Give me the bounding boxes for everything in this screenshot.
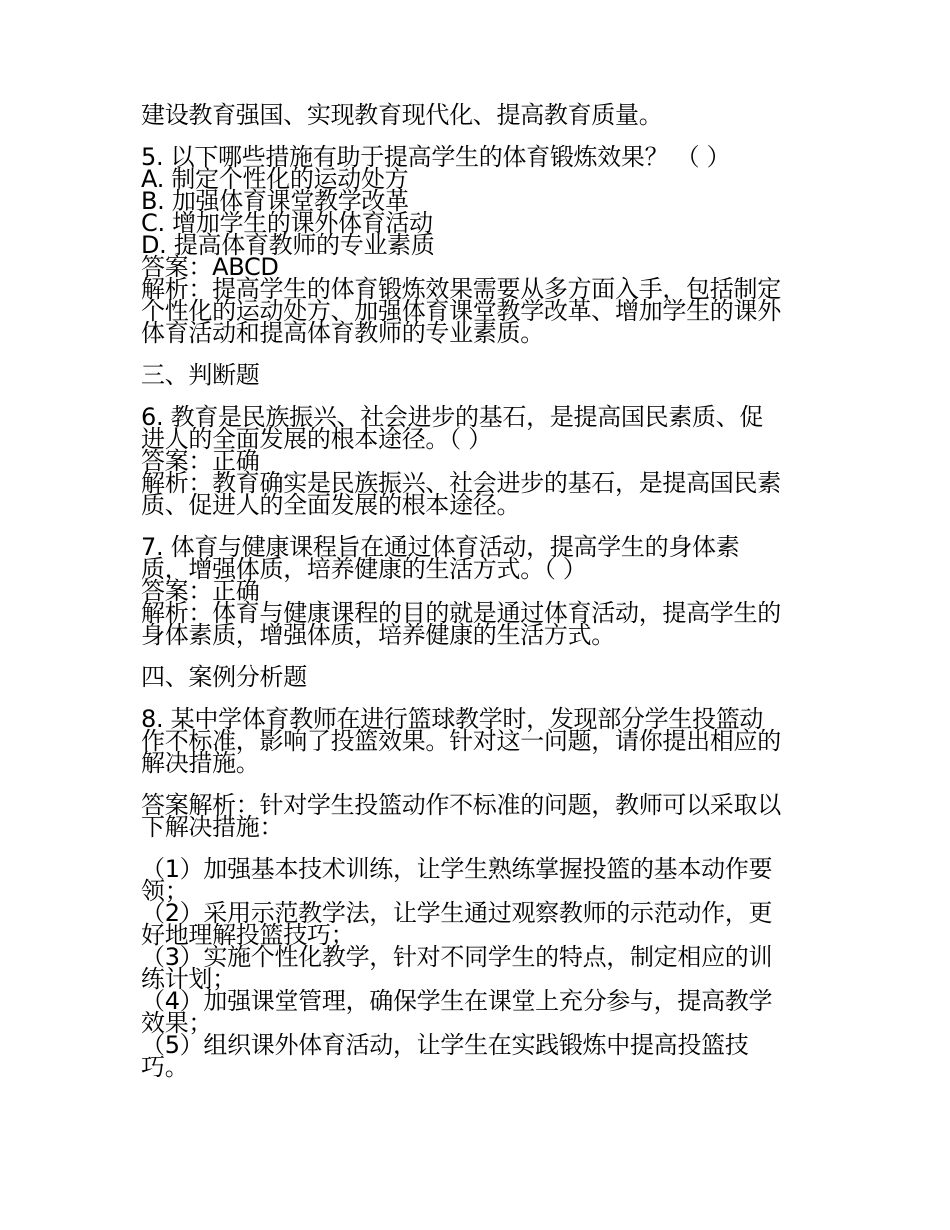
question-line: 进人的全面发展的根本途径。（ ）: [141, 425, 492, 453]
measure-3-cont: 练计划；: [141, 965, 236, 993]
measure-3: （3）实施个性化教学，针对不同学生的特点，制定相应的训: [141, 943, 773, 971]
option-a: A. 制定个性化的运动处方: [141, 165, 409, 193]
analysis-line: 身体素质，增强体质，培养健康的生活方式。: [141, 621, 615, 649]
document-page: [141, 101, 813, 1081]
measure-2: （2）采用示范教学法，让学生通过观察教师的示范动作，更: [141, 899, 773, 927]
question-line: 7. 体育与健康课程旨在通过体育活动，提高学生的身体素: [141, 533, 740, 561]
analysis-line: 个性化的运动处方、加强体育课堂教学改革、增加学生的课外: [141, 297, 781, 325]
question-text: 5. 以下哪些措施有助于提高学生的体育锻炼效果？ （ ）: [141, 143, 731, 171]
option-b: B. 加强体育课堂教学改革: [141, 187, 409, 215]
measure-5: （5）组织课外体育活动，让学生在实践锻炼中提高投篮技: [141, 1031, 749, 1059]
measure-2-cont: 好地理解投篮技巧；: [141, 921, 355, 949]
question-6: [141, 403, 813, 519]
option-c: C. 增加学生的课外体育活动: [141, 209, 433, 237]
question-line: 作不标准，影响了投篮效果。针对这一问题，请你提出相应的: [141, 727, 781, 755]
analysis-line: 质、促进人的全面发展的根本途径。: [141, 491, 521, 519]
measure-1: （1）加强基本技术训练，让学生熟练掌握投篮的基本动作要: [141, 855, 773, 883]
answer-text: 答案：ABCD: [141, 253, 279, 281]
measure-4-cont: 效果；: [141, 1009, 213, 1037]
answer-intro-line: 下解决措施：: [141, 813, 284, 841]
measure-5-cont: 巧。: [141, 1053, 189, 1081]
measure-4: （4）加强课堂管理，确保学生在课堂上充分参与，提高教学: [141, 987, 773, 1015]
question-8: [141, 705, 813, 777]
measure-1-cont: 领；: [141, 877, 189, 905]
question-7: [141, 533, 813, 649]
analysis-line: 体育活动和提高体育教师的专业素质。: [141, 319, 544, 347]
option-d: D. 提高体育教师的专业素质: [141, 231, 435, 259]
question-5: [141, 143, 813, 347]
analysis-line: 解析：教育确实是民族振兴、社会进步的基石，是提高国民素: [141, 469, 781, 497]
question-line: 8. 某中学体育教师在进行篮球教学时，发现部分学生投篮动: [141, 705, 764, 733]
question-line: 6. 教育是民族振兴、社会进步的基石，是提高国民素质、促: [141, 403, 764, 431]
answer-text: 答案：正确: [141, 447, 260, 475]
measures-list: [141, 855, 813, 1081]
section-title-case-analysis: 四、案例分析题: [141, 663, 307, 691]
answer-analysis-intro: [141, 791, 813, 841]
analysis-line: 解析：体育与健康课程的目的就是通过体育活动，提高学生的: [141, 599, 781, 627]
question-line: 解决措施。: [141, 749, 260, 777]
section-title-judgment: 三、判断题: [141, 361, 260, 389]
question-line: 质，增强体质，培养健康的生活方式。（ ）: [141, 555, 587, 583]
answer-intro-line: 答案解析：针对学生投篮动作不标准的问题，教师可以采取以: [141, 791, 781, 819]
analysis-line: 解析：提高学生的体育锻炼效果需要从多方面入手，包括制定: [141, 275, 781, 303]
answer-text: 答案：正确: [141, 577, 260, 605]
intro-text: 建设教育强国、实现教育现代化、提高教育质量。: [141, 101, 663, 129]
